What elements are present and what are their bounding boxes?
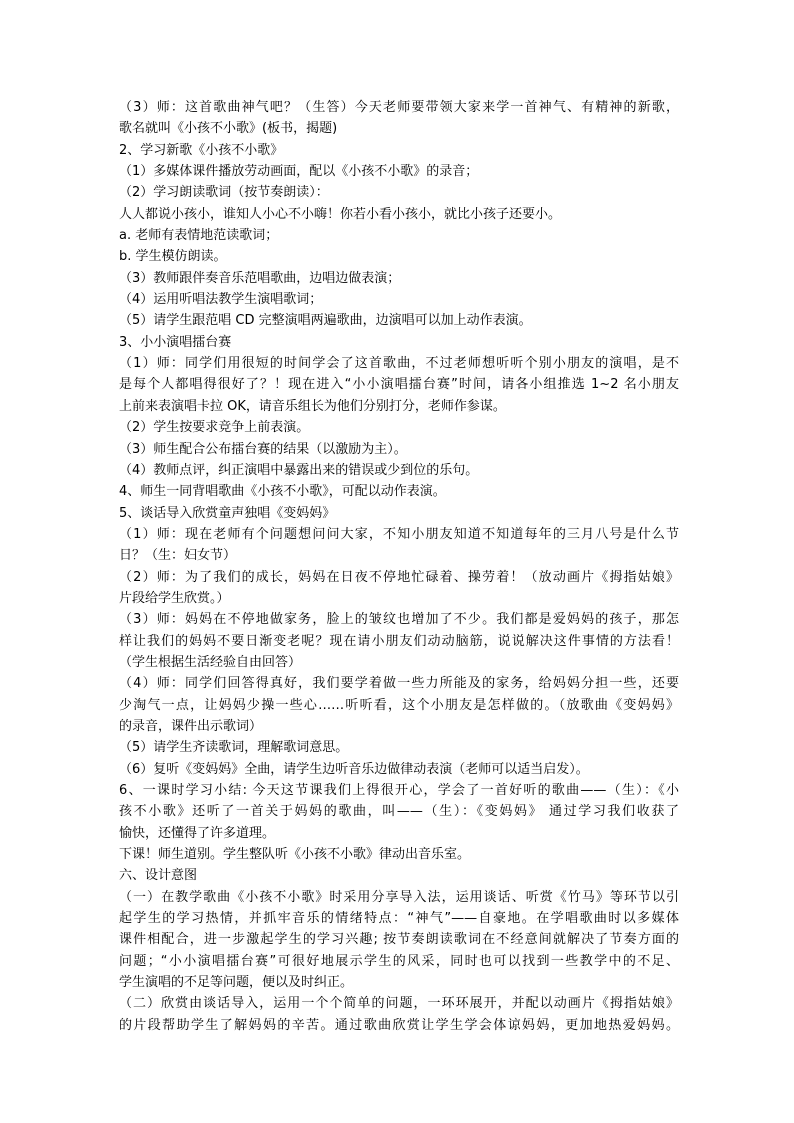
text-line: （4）师：同学们回答得真好，我们要学着做一些力所能及的家务，给妈妈分担一些，还要 [119,676,679,692]
text-line: b. 学生模仿朗读。 [119,249,227,265]
text-line: a. 老师有表情地范读歌词； [119,228,279,244]
text-line: 歌名就叫《小孩不小歌》(板书，揭题) [119,121,338,137]
text-line: 人人都说小孩小，谁知人小心不小嗨！你若小看小孩小，就比小孩子还要小。 [119,206,562,222]
text-line: （二）欣赏由谈话导入，运用一个个简单的问题，一环环展开，并配以动画片《拇指姑娘》 [119,996,679,1012]
text-line: （3）师：这首歌曲神气吧？（生答）今天老师要带领大家来学一首神气、有精神的新歌， [119,100,679,115]
text-line: （6）复听《变妈妈》全曲，请学生边听音乐边做律动表演（老师可以适当启发）。 [119,761,589,777]
text-line: 学生演唱的不足等问题，便以及时纠正。 [119,975,354,991]
text-line: 孩不小歌》还听了一首关于妈妈的歌曲，叫——（生）：《变妈妈》 通过学习我们收获了 [119,804,679,820]
text-line: 愉快，还懂得了许多道理。 [119,825,276,841]
text-line: 课件相配合，进一步激起学生的学习兴趣; 按节奏朗读歌词在不经意间就解决了节奏方面的 [119,932,679,948]
text-line: （2）学生按要求竞争上前表演。 [119,420,310,436]
text-line: （一）在教学歌曲《小孩不小歌》时采用分享导入法，运用谈话、听赏《竹马》等环节以引 [119,889,679,905]
text-line: （1）师：现在老师有个问题想问问大家，不知小朋友知道不知道每年的三月八号是什么节 [119,526,679,542]
text-line: （3）师：妈妈在不停地做家务，脸上的皱纹也增加了不少。我们都是爱妈妈的孩子，那怎 [119,612,679,628]
text-line: （4）教师点评，纠正演唱中暴露出来的错误或少到位的乐句。 [119,462,479,478]
text-line: （1）师：同学们用很短的时间学会了这首歌曲，不过老师想听听个别小朋友的演唱，是不 [119,356,679,372]
text-line: （3）师生配合公布擂台赛的结果（以激励为主）。 [119,441,407,457]
text-line: （2）师：为了我们的成长，妈妈在日夜不停地忙碌着、操劳着！（放动画片《拇指姑娘》 [119,569,679,585]
text-line: 2、学习新歌《小孩不小歌》 [119,142,284,158]
text-line: 起学生的学习热情，并抓牢音乐的情绪特点：“神气”——自豪地。在学唱歌曲时以多媒体 [119,911,679,927]
text-line: 的录音，课件出示歌词） [119,718,263,734]
text-line: （学生根据生活经验自由回答） [119,654,302,670]
text-line: 的片段帮助学生了解妈妈的辛苦。通过歌曲欣赏让学生学会体谅妈妈，更加地热爱妈妈。 [119,1017,679,1033]
text-line: 是每个人都唱得很好了？！现在进入“小小演唱擂台赛”时间，请各小组推选 1~2 名小朋友 [119,377,679,393]
text-line: 6、一课时学习小结: 今天这节课我们上得很开心，学会了一首好听的歌曲——（生）：《小 [119,783,679,798]
text-line: 六、设计意图 [119,868,198,884]
text-line: （4）运用听唱法教学生演唱歌词； [119,292,323,308]
text-line: 下课！师生道别。学生整队听《小孩不小歌》律动出音乐室。 [119,847,471,863]
text-line: （5）请学生跟范唱 CD 完整演唱两遍歌曲，边演唱可以加上动作表演。 [119,313,532,329]
text-line: 上前来表演唱卡拉 OK，请音乐组长为他们分别打分，老师作参谋。 [119,398,506,414]
text-line: （5）请学生齐读歌词，理解歌词意思。 [119,740,349,756]
text-line: 日？（生：妇女节） [119,548,237,564]
text-line: 问题；“小小演唱擂台赛”可很好地展示学生的风采，同时也可以找到一些教学中的不足、 [119,953,679,969]
text-line: 片段给学生欣赏。） [119,590,230,606]
text-line: （3）教师跟伴奏音乐范唱歌曲，边唱边做表演； [119,270,401,286]
text-line: 4、师生一同背唱歌曲《小孩不小歌》，可配以动作表演。 [119,484,446,500]
text-line: 5、谈话导入欣赏童声独唱《变妈妈》 [119,505,336,521]
text-line: （2）学习朗读歌词（按节奏朗读）： [119,185,329,201]
text-line: （1）多媒体课件播放劳动画面，配以《小孩不小歌》的录音； [119,164,479,180]
text-line: 少淘气一点，让妈妈少操一些心……听听看，这个小朋友是怎样做的。（放歌曲《变妈妈》 [119,697,679,713]
text-line: 3、小小演唱擂台赛 [119,334,232,350]
document-body [119,97,679,1036]
text-line: 样让我们的妈妈不要日渐变老呢？现在请小朋友们动动脑筋，说说解决这件事情的方法看！ [119,633,679,649]
